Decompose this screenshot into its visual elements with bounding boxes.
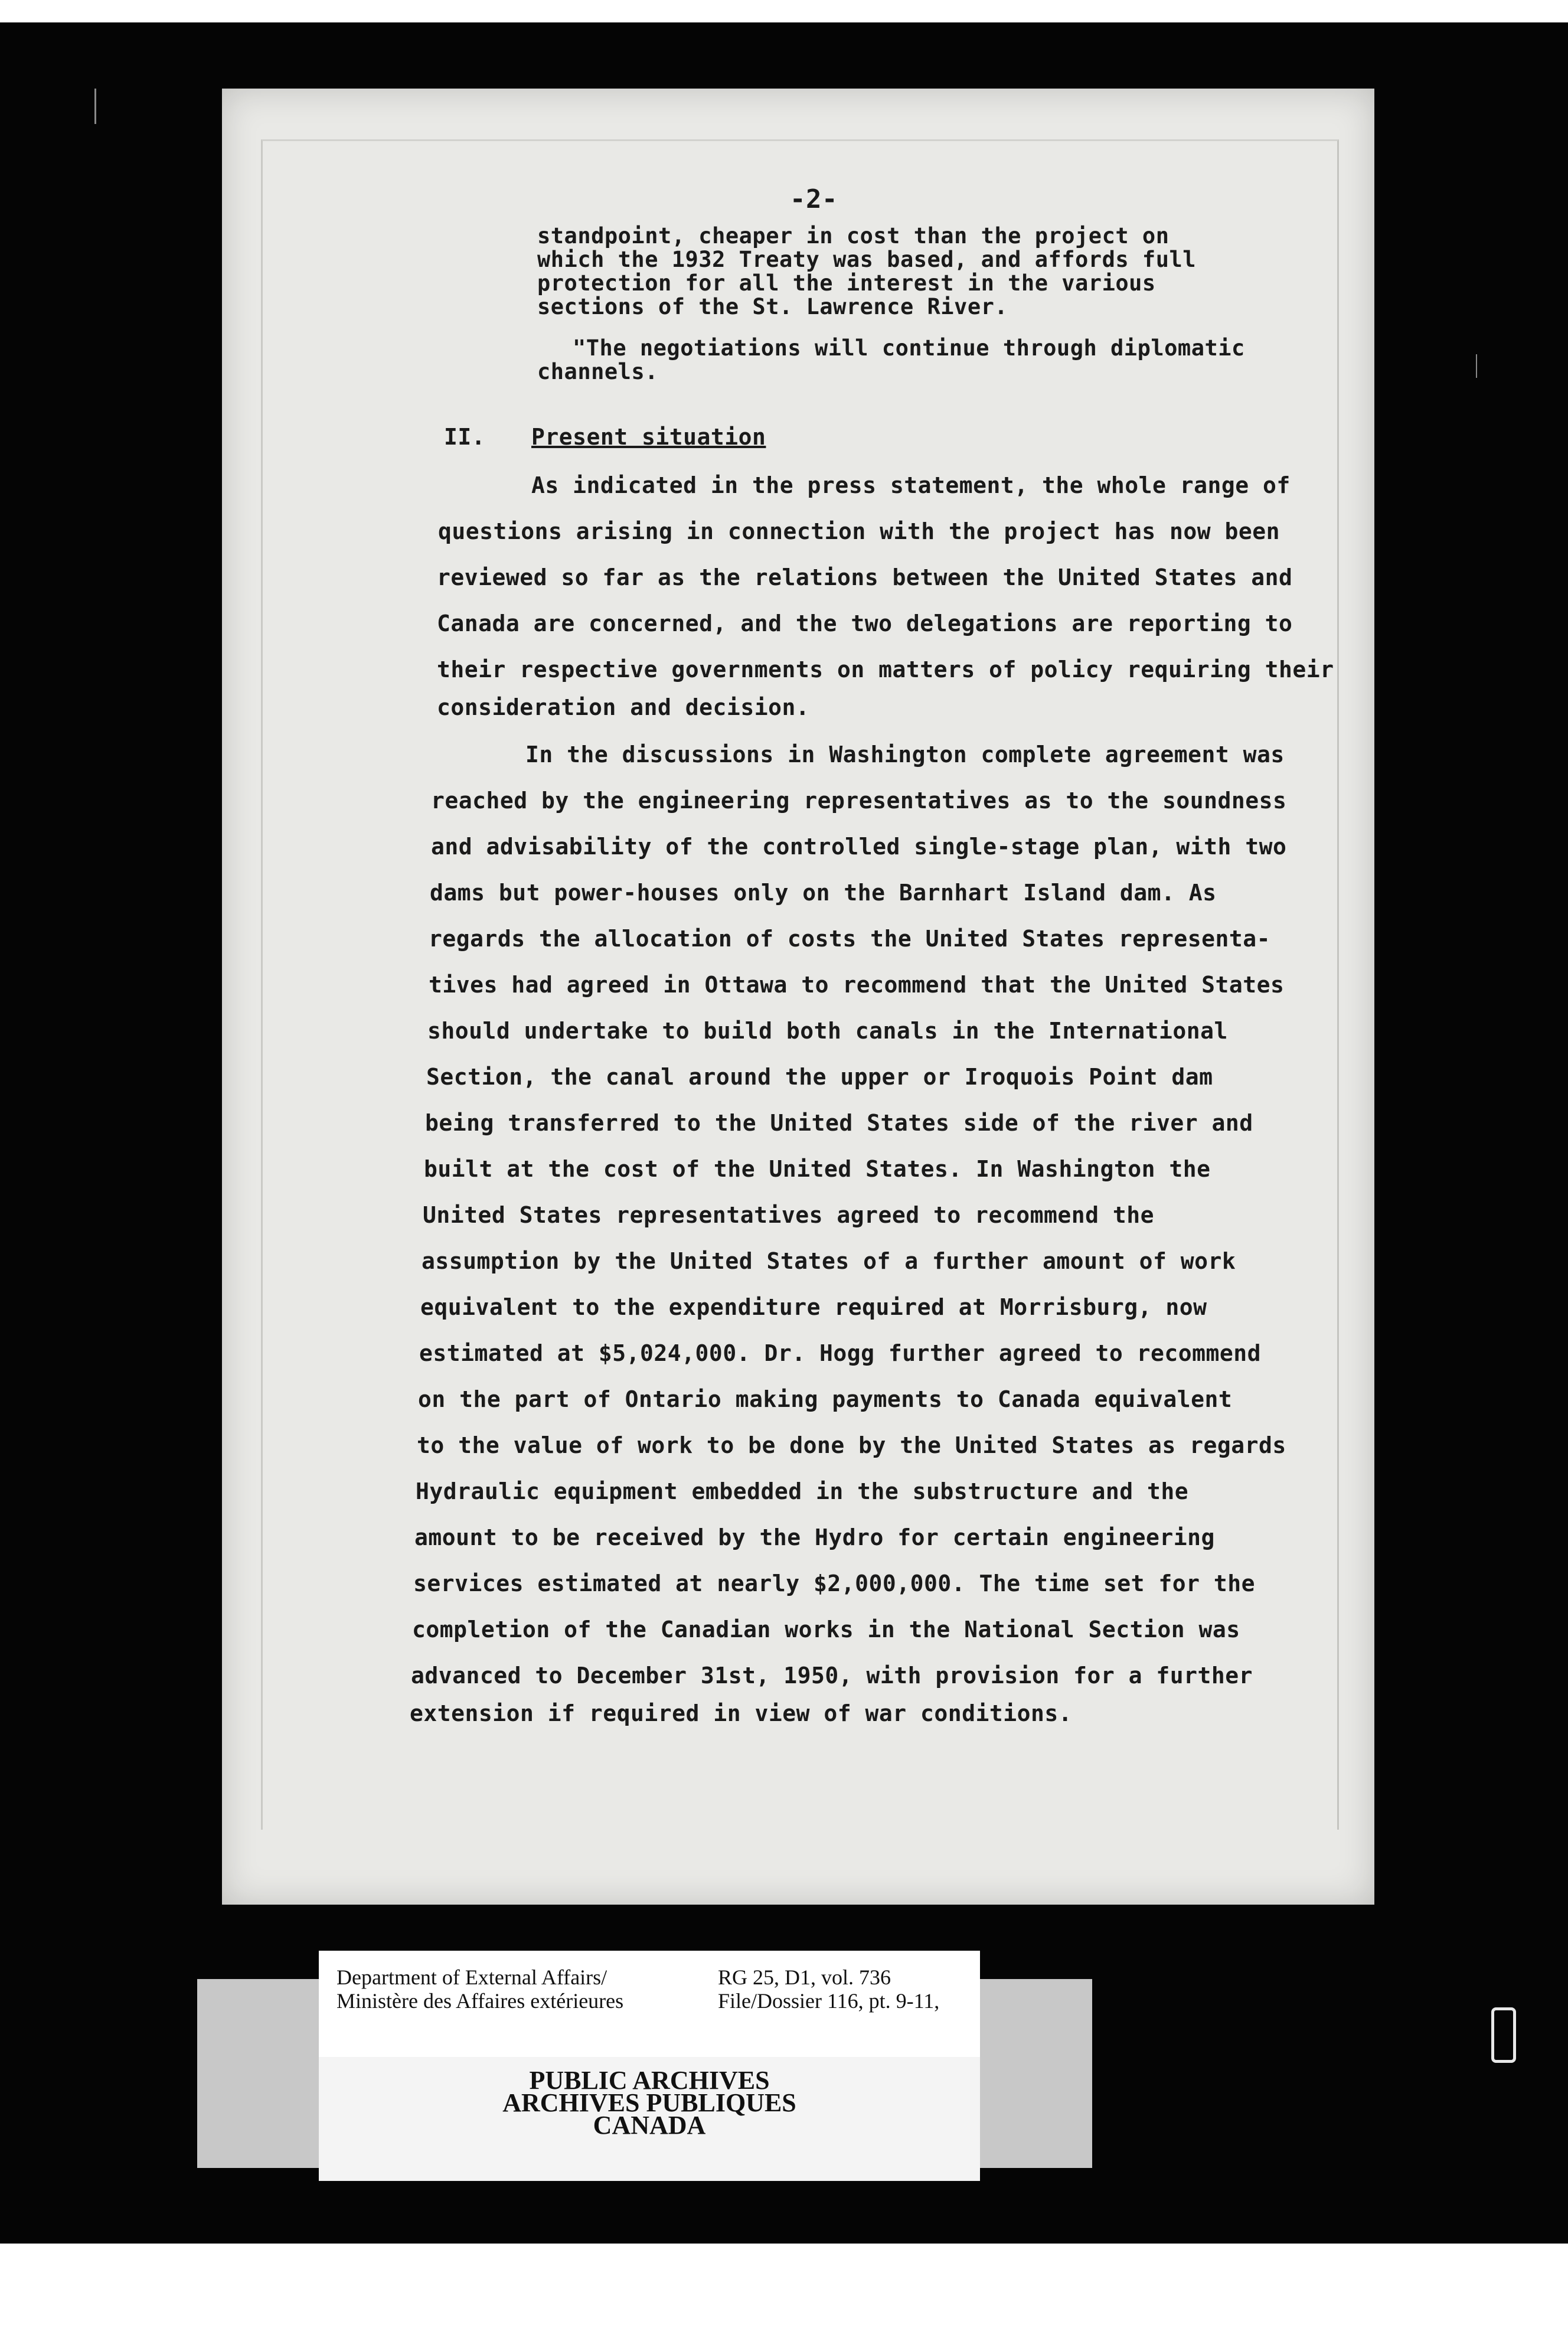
paragraph-line: Canada are concerned, and the two delegations are reporting to <box>437 610 1293 636</box>
continuation-line: which the 1932 Treaty was based, and affords full <box>537 247 1197 272</box>
paragraph-line: Section, the canal around the upper or Iroquois Point dam <box>426 1064 1213 1090</box>
paragraph-line: to the value of work to be done by the United States as regards <box>417 1432 1286 1458</box>
record-group-reference: RG 25, D1, vol. 736 <box>718 1965 891 1989</box>
paragraph-line: equivalent to the expenditure required at Morrisburg, now <box>420 1294 1207 1320</box>
paragraph-line: consideration and decision. <box>437 694 810 720</box>
paragraph-line: and advisability of the controlled single-stage plan, with two <box>431 834 1287 860</box>
department-english: Department of External Affairs/ <box>337 1965 607 1989</box>
paragraph-line: built at the cost of the United States. In Washington the <box>424 1156 1211 1182</box>
paragraph-line: on the part of Ontario making payments to Canada equivalent <box>418 1386 1233 1412</box>
paragraph-line: assumption by the United States of a further amount of work <box>422 1248 1236 1274</box>
page-number: -2- <box>790 184 838 214</box>
paragraph-line: As indicated in the press statement, the whole range of <box>531 472 1291 498</box>
file-reference: File/Dossier 116, pt. 9-11, <box>718 1989 940 2013</box>
department-french: Ministère des Affaires extérieures <box>337 1989 624 2013</box>
stamp-line: CANADA <box>593 2111 706 2140</box>
stamp-line: ARCHIVES PUBLIQUES <box>502 2088 796 2117</box>
paragraph-line: questions arising in connection with the project has now been <box>438 518 1280 544</box>
paragraph-line: United States representatives agreed to recommend the <box>423 1202 1155 1228</box>
paragraph-line: reached by the engineering representatives as to the soundness <box>431 788 1287 814</box>
quote-line: "The negotiations will continue through diplomatic <box>573 335 1245 361</box>
paragraph-line: should undertake to build both canals in the International <box>427 1018 1228 1044</box>
paragraph-line: advanced to December 31st, 1950, with provision for a further <box>411 1663 1253 1689</box>
paragraph-line: their respective governments on matters of policy requiring their <box>437 657 1334 683</box>
paragraph-line: In the discussions in Washington complete agreement was <box>525 742 1285 768</box>
continuation-line: standpoint, cheaper in cost than the project on <box>537 223 1170 249</box>
continuation-line: protection for all the interest in the various <box>537 270 1156 296</box>
paragraph-line: tives had agreed in Ottawa to recommend that the United States <box>429 972 1285 998</box>
paragraph-line: reviewed so far as the relations between the United States and <box>437 564 1293 590</box>
section-number: II. <box>444 424 486 450</box>
paragraph-line: regards the allocation of costs the United States representa- <box>429 926 1271 952</box>
quote-line: channels. <box>537 359 658 384</box>
frame-marker-icon <box>1491 2007 1516 2063</box>
paragraph-line: estimated at $5,024,000. Dr. Hogg further agreed to recommend <box>419 1340 1262 1366</box>
paragraph-line: extension if required in view of war conditions. <box>410 1700 1073 1726</box>
paragraph-line: being transferred to the United States side of the river and <box>425 1110 1253 1136</box>
paragraph-line: services estimated at nearly $2,000,000. The time set for the <box>413 1570 1256 1596</box>
paragraph-line: completion of the Canadian works in the National Section was <box>412 1617 1240 1643</box>
stamp-line: PUBLIC ARCHIVES <box>529 2066 770 2095</box>
paragraph-line: amount to be received by the Hydro for certain engineering <box>414 1524 1215 1550</box>
public-archives-stamp <box>319 2057 980 2181</box>
continuation-line: sections of the St. Lawrence River. <box>537 294 1008 319</box>
paragraph-line: Hydraulic equipment embedded in the substructure and the <box>416 1478 1189 1504</box>
film-scratch <box>1476 354 1477 378</box>
film-scratch <box>94 89 96 124</box>
paragraph-line: dams but power-houses only on the Barnhart Island dam. As <box>430 880 1217 906</box>
section-title: Present situation <box>531 424 766 450</box>
